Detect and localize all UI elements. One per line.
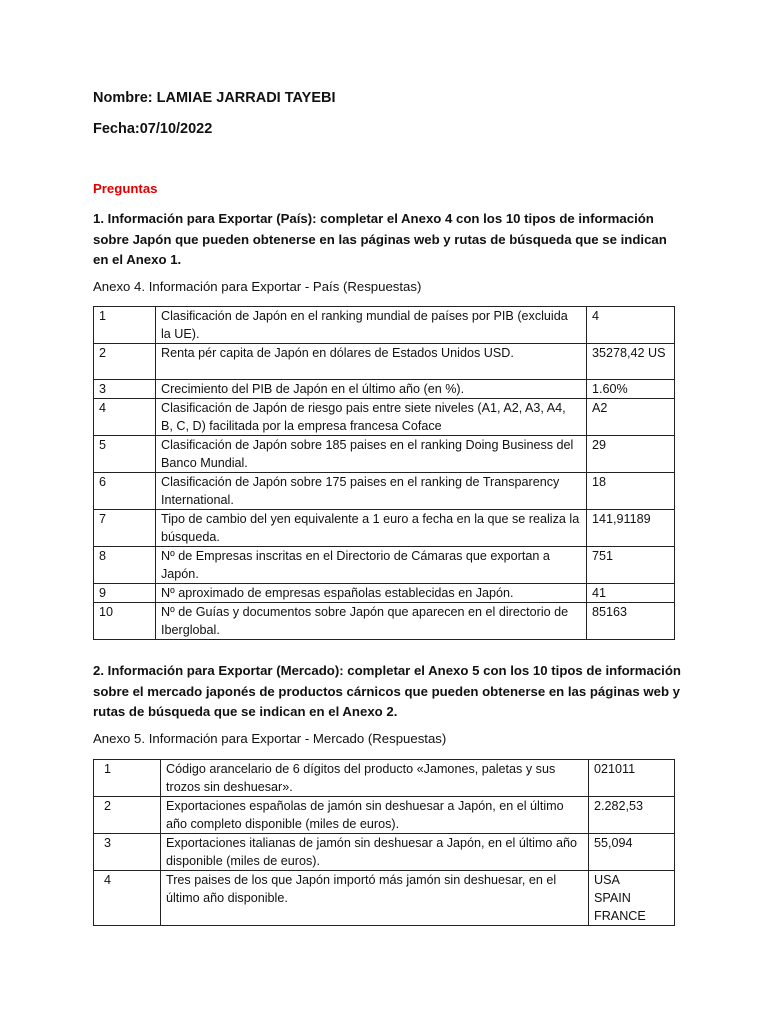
table-row <box>94 871 675 926</box>
annex-4-table <box>93 306 675 640</box>
row-value: 2.282,53 <box>589 797 675 834</box>
row-number: 3 <box>94 380 156 399</box>
row-number: 7 <box>94 510 156 547</box>
row-description: Clasificación de Japón de riesgo pais entre siete niveles (A1, A2, A3, A4, B, C, D) facilitada por la empresa francesa Coface <box>156 399 587 436</box>
row-number: 5 <box>94 436 156 473</box>
row-description: Exportaciones italianas de jamón sin deshuesar a Japón, en el último año disponible (miles de euros). <box>161 834 589 871</box>
question-2: 2. Información para Exportar (Mercado): completar el Anexo 5 con los 10 tipos de información sobre el mercado japonés de productos cárnicos que pueden obtenerse en las páginas web y rutas de búsqueda que se indican en el Anexo 2. <box>93 663 681 719</box>
table-row <box>94 760 675 797</box>
row-description: Tipo de cambio del yen equivalente a 1 euro a fecha en la que se realiza la búsqueda. <box>156 510 587 547</box>
row-value: 751 <box>587 547 675 584</box>
row-number: 8 <box>94 547 156 584</box>
annex-4-caption: Anexo 4. Información para Exportar - País (Respuestas) <box>93 279 422 294</box>
row-description: Nº de Guías y documentos sobre Japón que aparecen en el directorio de Iberglobal. <box>156 603 587 640</box>
row-number: 1 <box>94 760 161 797</box>
student-name: Nombre: LAMIAE JARRADI TAYEBI <box>93 90 336 106</box>
row-value: 18 <box>587 473 675 510</box>
row-number: 4 <box>94 871 161 926</box>
row-description: Clasificación de Japón en el ranking mundial de países por PIB (excluida la UE). <box>156 307 587 344</box>
row-value: 41 <box>587 584 675 603</box>
row-number: 9 <box>94 584 156 603</box>
table-row <box>94 510 675 547</box>
row-value: 141,91189 <box>587 510 675 547</box>
table-row <box>94 603 675 640</box>
annex-5-caption: Anexo 5. Información para Exportar - Mercado (Respuestas) <box>93 731 447 746</box>
row-number: 2 <box>94 344 156 380</box>
row-description: Clasificación de Japón sobre 185 paises en el ranking Doing Business del Banco Mundial. <box>156 436 587 473</box>
row-description: Código arancelario de 6 dígitos del producto «Jamones, paletas y sus trozos sin deshuesar». <box>161 760 589 797</box>
row-value: 021011 <box>589 760 675 797</box>
row-value: 85163 <box>587 603 675 640</box>
section-title: Preguntas <box>93 181 158 196</box>
table-row <box>94 436 675 473</box>
row-number: 4 <box>94 399 156 436</box>
row-number: 10 <box>94 603 156 640</box>
annex-5-table <box>93 759 675 926</box>
table-row <box>94 399 675 436</box>
question-1: 1. Información para Exportar (País): completar el Anexo 4 con los 10 tipos de información sobre Japón que pueden obtenerse en las páginas web y rutas de búsqueda que se indican en el Anexo 1. <box>93 211 667 267</box>
table-row <box>94 834 675 871</box>
row-description: Nº de Empresas inscritas en el Directorio de Cámaras que exportan a Japón. <box>156 547 587 584</box>
row-value: 29 <box>587 436 675 473</box>
row-value: A2 <box>587 399 675 436</box>
date: Fecha:07/10/2022 <box>93 121 213 137</box>
row-number: 2 <box>94 797 161 834</box>
row-value: 1.60% <box>587 380 675 399</box>
row-value: 55,094 <box>589 834 675 871</box>
row-description: Crecimiento del PIB de Japón en el último año (en %). <box>156 380 587 399</box>
table-row <box>94 307 675 344</box>
table-row <box>94 547 675 584</box>
table-row <box>94 344 675 380</box>
table-row <box>94 584 675 603</box>
table-row <box>94 380 675 399</box>
table-row <box>94 797 675 834</box>
row-number: 6 <box>94 473 156 510</box>
row-value: USA SPAIN FRANCE <box>589 871 675 926</box>
row-description: Renta pér capita de Japón en dólares de Estados Unidos USD. <box>156 344 587 380</box>
row-number: 1 <box>94 307 156 344</box>
table-row <box>94 473 675 510</box>
row-value: 35278,42 US <box>587 344 675 380</box>
row-description: Tres paises de los que Japón importó más jamón sin deshuesar, en el último año disponible. <box>161 871 589 926</box>
row-description: Nº aproximado de empresas españolas establecidas en Japón. <box>156 584 587 603</box>
row-description: Clasificación de Japón sobre 175 paises en el ranking de Transparency International. <box>156 473 587 510</box>
row-description: Exportaciones españolas de jamón sin deshuesar a Japón, en el último año completo disponible (miles de euros). <box>161 797 589 834</box>
row-value: 4 <box>587 307 675 344</box>
row-number: 3 <box>94 834 161 871</box>
